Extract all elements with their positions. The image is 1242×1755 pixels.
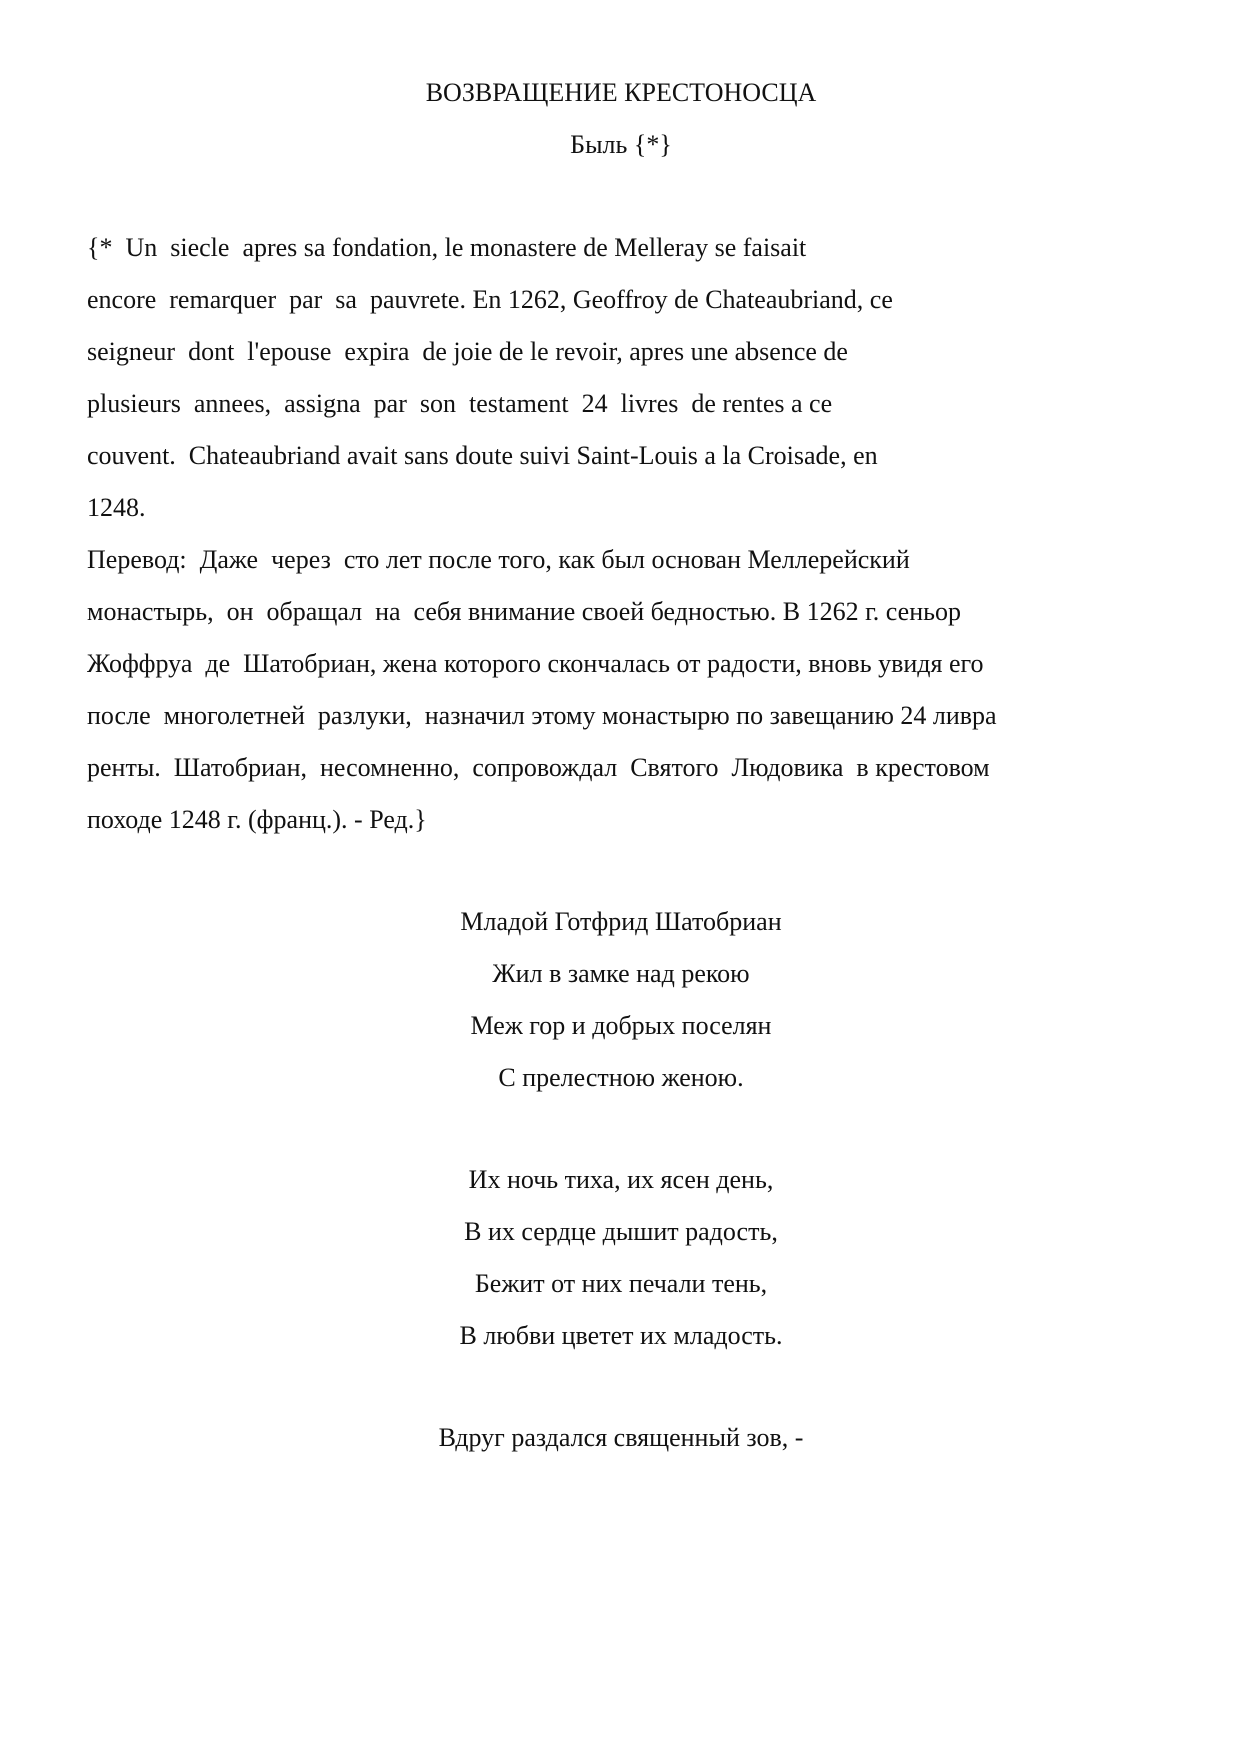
translation-line: ренты. Шатобриан, несомненно, сопровождал Святого Людовика в крестовом <box>87 753 990 782</box>
footnote-line: plusieurs annees, assigna par son testament 24 livres de rentes a ce <box>87 389 833 418</box>
verse-line: С прелестною женою. <box>498 1063 744 1092</box>
translation-line: Жоффруа де Шатобриан, жена которого скончалась от радости, вновь увидя его <box>87 649 984 678</box>
verse-line: Вдруг раздался священный зов, - <box>438 1423 804 1452</box>
verse-line: Бежит от них печали тень, <box>474 1269 768 1298</box>
verse-line: Меж гор и добрых поселян <box>470 1011 772 1040</box>
footnote-line: encore remarquer par sa pauvrete. En 1262, Geoffroy de Chateaubriand, ce <box>87 285 893 314</box>
translation-line: монастырь, он обращал на себя внимание своей бедностью. В 1262 г. сеньор <box>87 597 961 626</box>
verse-line: Жил в замке над рекою <box>492 959 750 988</box>
translation-line: Перевод: Даже через сто лет после того, как был основан Меллерейский <box>87 545 910 574</box>
page-subtitle: Быль {*} <box>570 130 672 159</box>
translation-line: походе 1248 г. (франц.). - Ред.} <box>87 805 427 834</box>
verse-line: Их ночь тиха, их ясен день, <box>468 1165 774 1194</box>
verse-line: В их сердце дышит радость, <box>464 1217 778 1246</box>
translation-line: после многолетней разлуки, назначил этому монастырю по завещанию 24 ливра <box>87 701 997 730</box>
verse-line: В любви цветет их младость. <box>459 1321 783 1350</box>
footnote-line: seigneur dont l'epouse expira de joie de le revoir, apres une absence de <box>87 337 848 366</box>
page-title: ВОЗВРАЩЕНИЕ КРЕСТОНОСЦА <box>425 78 817 107</box>
footnote-line: 1248. <box>87 493 146 522</box>
footnote-line: couvent. Chateaubriand avait sans doute suivi Saint-Louis a la Croisade, en <box>87 441 878 470</box>
verse-line: Младой Готфрид Шатобриан <box>460 907 782 936</box>
footnote-line: {* Un siecle apres sa fondation, le monastere de Melleray se faisait <box>87 233 807 262</box>
